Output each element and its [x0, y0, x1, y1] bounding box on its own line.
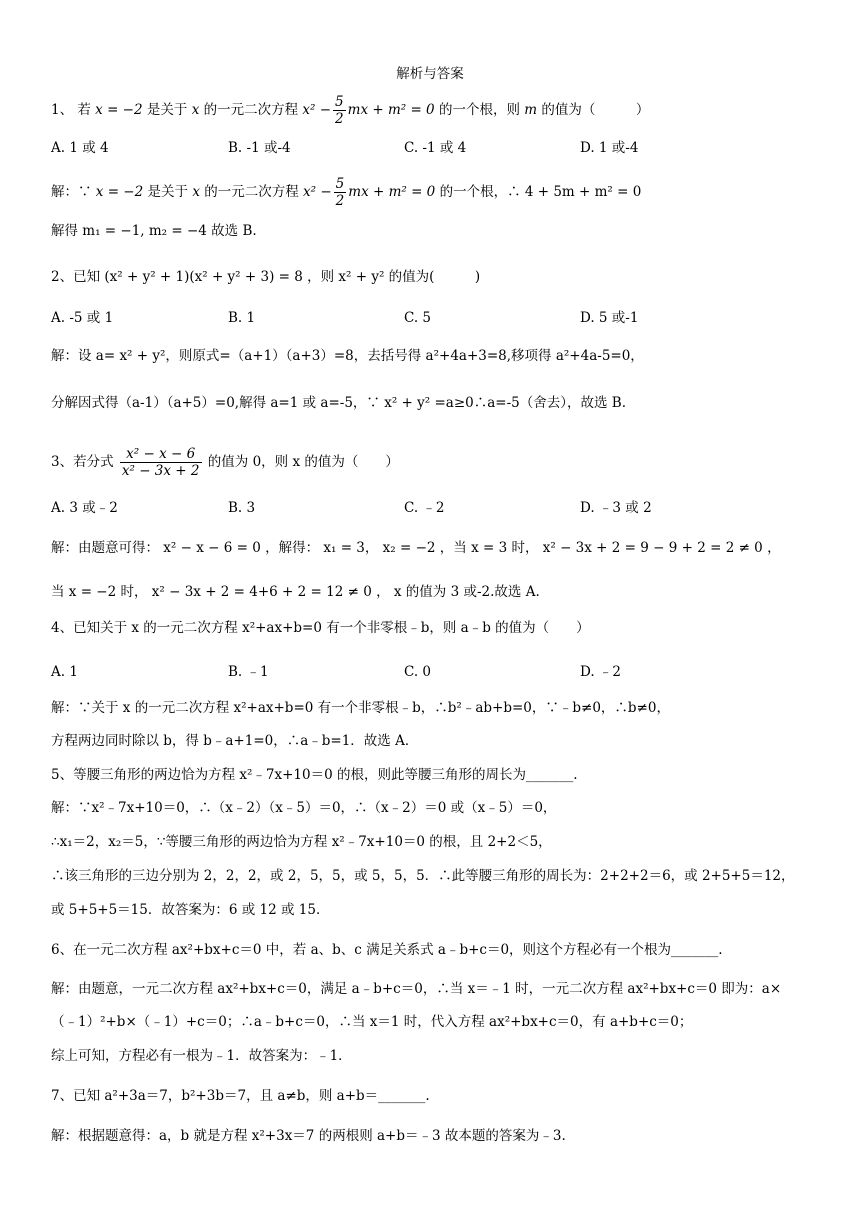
q3-stem-end: 的值为 0，则 x 的值为（ ）: [203, 454, 399, 470]
q1-sol-text2: 的一元二次方程: [199, 184, 304, 200]
q4-solution-1: 解：∵关于 x 的一元二次方程 x²+ax+b=0 有一个非零根﹣b，∴b²﹣ab+b=0，∵﹣b≠0，∴b≠0，: [51, 700, 670, 716]
q4-option-a: A. 1: [51, 664, 78, 680]
q6-solution-2: （﹣1）²+b×（﹣1）+c＝0；∴a﹣b+c＝0，∴当 x＝1 时，代入方程 ax²+bx+c＝0，有 a+b+c＝0；: [51, 1014, 693, 1030]
q1-sol-var: x: [192, 184, 200, 200]
q1-sol-end: 的一个根，∴ 4 + 5m + m² = 0: [435, 184, 642, 200]
q3-option-c: C. ﹣2: [404, 500, 445, 516]
q6-stem: 6、在一元二次方程 ax²+bx+c＝0 中，若 a、b、c 满足关系式 a﹣b+c＝0，则这个方程必有一个根为_______.: [51, 942, 723, 958]
q1-option-b: B. -1 或-4: [228, 140, 291, 156]
q1-sol-frac-den: 2: [335, 193, 345, 209]
q1-stem-prefix: 1、 若: [51, 102, 96, 118]
q1-stem-end: 的值为（ ）: [537, 102, 650, 118]
q1-option-d: D. 1 或-4: [580, 140, 639, 156]
q1-sol-eq-left: x² −: [303, 184, 332, 200]
q3-option-a: A. 3 或﹣2: [51, 500, 118, 516]
q4-option-c: C. 0: [404, 664, 432, 680]
q1-stem-text2: 的一元二次方程: [199, 102, 303, 118]
q1-stem: [51, 94, 649, 127]
q2-option-b: B. 1: [228, 310, 256, 326]
q3-solution-2: 当 x = −2 时， x² − 3x + 2 = 4+6 + 2 = 12 ≠ 0 ， x 的值为 3 或-2.故选 A.: [51, 584, 540, 600]
q1-option-c: C. -1 或 4: [404, 140, 467, 156]
q2-option-a: A. -5 或 1: [51, 310, 114, 326]
q1-frac-den: 2: [335, 111, 344, 127]
q3-solution-1: 解：由题意可得： x² − x − 6 = 0 ，解得： x₁ = 3， x₂ = −2 ，当 x = 3 时， x² − 3x + 2 = 9 − 9 + 2 = 2 ≠ 0 ，: [51, 540, 781, 556]
q3-option-b: B. 3: [228, 500, 256, 516]
q1-stem-text3: 的一个根，则: [434, 102, 525, 118]
q3-frac-den: x² − 3x + 2: [121, 463, 200, 479]
page-title: 解析与答案: [396, 66, 464, 82]
q3-stem: [51, 446, 399, 479]
q2-stem: 2、已知 (x² + y² + 1)(x² + y² + 3) = 8 ，则 x² + y² 的值为( ): [51, 269, 481, 285]
q3-option-d: D. ﹣3 或 2: [580, 500, 652, 516]
q1-sol-frac-num: 5: [335, 176, 345, 192]
q4-stem: 4、已知关于 x 的一元二次方程 x²+ax+b=0 有一个非零根﹣b，则 a﹣b 的值为（ ）: [51, 620, 590, 636]
q2-solution-1: 解：设 a= x² + y²，则原式=（a+1）（a+3）=8，去括号得 a²+4a+3=8,移项得 a²+4a-5=0，: [51, 348, 644, 364]
q7-solution-1: 解：根据题意得：a，b 就是方程 x²+3x＝7 的两根则 a+b＝﹣3 故本题的答案为﹣3.: [51, 1128, 566, 1144]
q1-stem-var: x: [191, 102, 200, 118]
q1-sol-root: x = −2: [95, 184, 144, 200]
q1-option-a: A. 1 或 4: [51, 140, 109, 156]
q3-frac-num: x² − x − 6: [120, 446, 202, 463]
q2-option-c: C. 5: [404, 310, 432, 326]
q1-sol-prefix: 解：∵: [51, 184, 96, 200]
q4-option-d: D. ﹣2: [580, 664, 622, 680]
q1-fraction: [333, 94, 346, 127]
q2-option-d: D. 5 或-1: [580, 310, 639, 326]
q1-eq-right: mx + m² = 0: [347, 102, 435, 118]
q1-stem-text: 是关于: [142, 102, 192, 118]
q1-eq-left: x² −: [302, 102, 332, 118]
q6-solution-1: 解：由题意，一元二次方程 ax²+bx+c＝0，满足 a﹣b+c＝0，∴当 x＝﹣1 时，一元二次方程 ax²+bx+c＝0 即为：a×: [51, 981, 782, 997]
q1-sol-eq-right: mx + m² = 0: [348, 184, 436, 200]
q5-solution-1: 解：∵x²﹣7x+10＝0，∴（x﹣2）（x﹣5）＝0，∴（x﹣2）＝0 或（x﹣5）＝0，: [51, 800, 557, 816]
q2-solution-2: 分解因式得（a-1）（a+5）=0,解得 a=1 或 a=-5，∵ x² + y² =a≥0∴a=-5（舍去），故选 B.: [51, 395, 626, 411]
q1-solution: [51, 176, 641, 209]
q1-solution-2: 解得 m₁ = −1, m₂ = −4 故选 B.: [51, 223, 257, 239]
q1-sol-fraction: [334, 176, 347, 209]
q1-stem-root: x = −2: [95, 102, 143, 118]
q1-frac-num: 5: [335, 94, 344, 110]
q1-sol-text: 是关于: [143, 184, 193, 200]
q5-solution-3: ∴该三角形的三边分别为 2，2，2，或 2，5，5，或 5，5，5．∴此等腰三角形的周长为：2+2+2＝6，或 2+5+5＝12，: [51, 868, 795, 884]
q4-option-b: B. ﹣1: [228, 664, 269, 680]
q7-stem: 7、已知 a²+3a＝7，b²+3b＝7，且 a≠b，则 a+b＝_______.: [51, 1088, 430, 1104]
q5-stem: 5、等腰三角形的两边恰为方程 x²﹣7x+10＝0 的根，则此等腰三角形的周长为_______.: [51, 767, 578, 783]
q5-solution-2: ∴x₁＝2，x₂＝5，∵等腰三角形的两边恰为方程 x²﹣7x+10＝0 的根，且 2+2＜5，: [51, 834, 552, 850]
q3-fraction: [120, 446, 202, 479]
q5-solution-4: 或 5+5+5＝15．故答案为：6 或 12 或 15．: [51, 902, 330, 918]
q1-stem-m: m: [524, 102, 538, 118]
q6-solution-3: 综上可知，方程必有一根为﹣1．故答案为：﹣1．: [51, 1048, 352, 1064]
q4-solution-2: 方程两边同时除以 b，得 b﹣a+1=0，∴a﹣b=1．故选 A．: [51, 733, 419, 749]
q3-stem-prefix: 3、若分式: [51, 454, 118, 470]
